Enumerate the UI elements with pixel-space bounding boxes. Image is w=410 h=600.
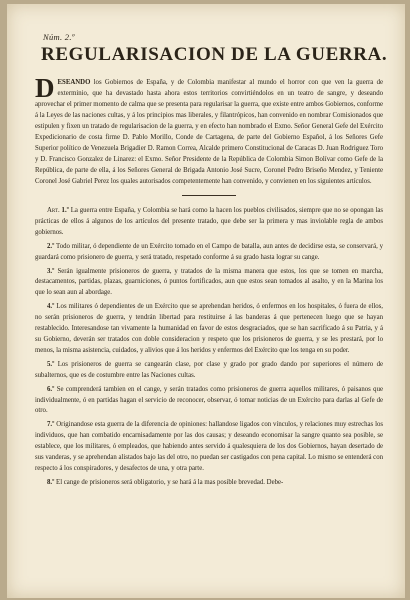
article-text: El cange de prisioneros será obligatorio, y se hará á la mas posible brevedad. Debe- [56, 478, 284, 486]
article-text: Todo militar, ó dependiente de un Exército tomado en el Campo de batalla, aun antes de decidirse esta, se conservará, y guardará como prisionero de guerra, y será tratado, respetado conforme á su grado hasta lograr su cange. [35, 242, 383, 261]
article-2 [35, 242, 383, 264]
article-4 [35, 302, 383, 357]
article-number: 6.º [47, 385, 55, 393]
section-divider [182, 195, 236, 196]
article-text: Serán igualmente prisioneros de guerra, y tratados de la misma manera que estos, los que se tomen en marcha, destacamentos, partidas, plazas, guarniciones, ó puntos fortificados, aun que estos sean tomados al asalto, y en la Marina los que lo sean aun al abordage. [35, 267, 383, 297]
article-number: 1.º [61, 207, 69, 214]
document-title: REGULARISACION DE LA GUERRA. [41, 44, 388, 65]
article-text: Los militares ó dependientes de un Exército que se aprehendan heridos, ó enfermos en los hospitales, ó fuera de ellos, no serán prisioneros de guerra, y tendrán libertad para restituirse á las banderas á que pertenecen luego que se hayan restablecido. Interesandose tan vivamente la humanidad en favor de estos desgraciados, que se han sacrificado á su Patria, y á su Gobierno, deverán ser tratados con doble consideracion y respeto que los prisioneros de guerra, y se les prestará, por lo menos, la misma asistencia, cuidados, y alivios que á los heridos y enfermos del Exército que los tenga en su poder. [35, 303, 383, 354]
article-number: 5.º [47, 360, 55, 368]
preamble-first-word: ESEANDO [57, 79, 91, 86]
document-number: Núm. 2.º [43, 32, 75, 42]
article-number: 2.º [47, 242, 55, 250]
drop-cap: D [35, 73, 55, 103]
document-page [7, 4, 405, 598]
article-text: Los prisioneros de guerra se cangearán clase, por clase y grado por grado dando por superiores el número de subalternos, que es de costumbre entre las Naciones cultas. [35, 360, 383, 379]
article-6 [35, 385, 383, 418]
article-text: Originandose esta guerra de la diferencia de opiniones: hallandose ligados con vínculos, y relaciones muy estrechas los individuos, que han combatido encarnisadamente por las dos causas; y deseando economisar la sangre quanto sea posible, se establece, que los militares, ó empleados, que habiendo antes servido á qualesquiera de los dos Gobiernos, hayan desertado de sus vanderas, y se aprehendan alistados bajo las del otro, no puedan ser castigados con pena capital. Lo mismo se entenderá con respecto á los conspiradores, y desafectos de una, y otra parte. [35, 421, 383, 472]
article-text: La guerra entre España, y Colombia se hará como la hacen los pueblos civilisados, siempre que no se opongan las prácticas de ellos á algunos de los artículos del presente tratado, que debe ser la primera y mas inviolable regla de ambos gobiernos. [35, 207, 384, 236]
article-text: Se comprenderá tambien en el cange, y serán tratados como prisioneros de guerra aquellos militares, ó paisanos que individualmente, ó en partidas hagan el servicio de reconocer, observar, ó tomar noticias de un Exército para darlas al Gefe de otro. [35, 385, 383, 415]
article-number: 3.º [47, 267, 55, 275]
article-3 [35, 267, 383, 300]
article-1 [35, 206, 383, 239]
article-number: 8.º [47, 478, 55, 486]
preamble-paragraph [35, 73, 384, 187]
article-5 [35, 360, 383, 382]
article-number: 4.º [47, 303, 55, 311]
article-label: Art. [47, 207, 60, 214]
article-8 [35, 478, 383, 489]
article-7 [35, 420, 383, 475]
document-body [35, 73, 384, 492]
article-number: 7.º [47, 421, 55, 429]
preamble-text: los Gobiernos de España, y de Colombia manifestar al mundo el horror con que ven la guerra de exterminio, que ha devastado hasta ahora estos territorios convirtiéndolos en un teatro de sangre, y deseando aprovechar el primer momento de calma que se presenta para regularisar la guerra, que existe entre ambos Gobiernos, conforme á la Leyes de las naciones cultas, y á los principios mas liberales, y filantrópicos, han convenido en nombrar Comisionados que estipulen y fixen un tratado de regularisacion de la guerra, y en efecto han nombrado el Exmo. Señor General Gefe del Exército Expedicionario de costa firme D. Pablo Morillo, Conde de Cartagena, de parte del Gobierno Español, á los Señores Gefe Superior político de Venezuela Brigadier D. Ramon Correa, Alcalde primero Constitucional de Caracas D. Juan Rodriguez Toro y D. Francisco Gonzalez de Linarez: el Exmo. Señor Presidente de la República de Colombia Simon Bolívar como Gefe de la República, de parte de ella, á los Señores General de Brigada Antonio José Sucre, Coronel Pedro Briseño Mendez, y Teniente Coronel José Gabriel Perez los quales autorisados competentemente han convenido, y convienen en los siguientes artículos. [35, 79, 384, 185]
